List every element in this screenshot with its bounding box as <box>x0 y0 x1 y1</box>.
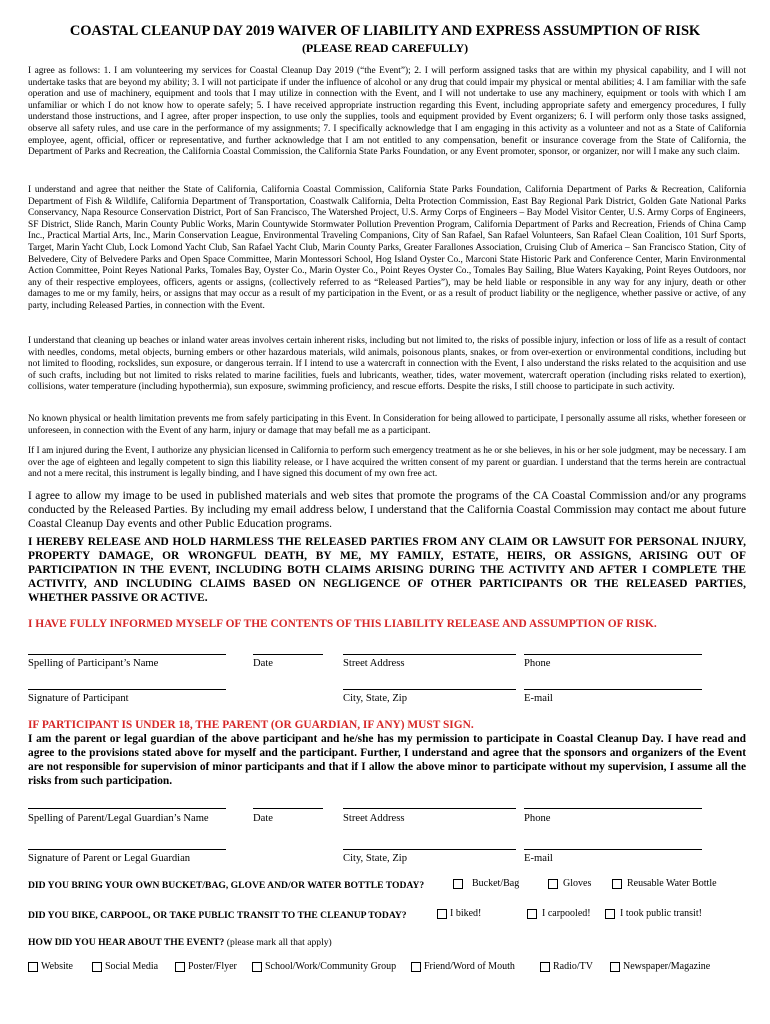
checkbox-social-media[interactable] <box>92 962 102 972</box>
participant-name-label: Spelling of Participant’s Name <box>28 658 159 669</box>
option-carpooled-label: I carpooled! <box>542 908 591 919</box>
checkbox-newspaper[interactable] <box>610 962 620 972</box>
released-parties-paragraph: I understand and agree that neither the State of California, California Coastal Commission, California State Parks Foundation, California Department of Parks & Recreation, California Department of Fish & Wildlife, California Department of Transportation, Coastwalk California, Delta Protection Commission, East Bay Regional Park District, Golden Gate National Parks Conservancy, Napa Resource Conservation District, Port of San Francisco, The Watershed Project, U.S. Army Corps of Engineers – Bay Model Visitor Center, U.S. Army Corps of Engineers, SF District, Slide Ranch, Marin County Public Works, Marin Countywide Stormwater Pollution Prevention Program, California Department of Parks and Recreation, Friends of China Camp Inc., Practical Martial Arts, Inc., Marin Conservation League, Environmental Traveling Companions, City of San Rafael, San Rafael Volunteers, San Rafael Clean Coalition, 101 Surf Sports, Target, Marin Yacht Club, Lock Lomond Yacht Club, San Rafael Yacht Club, Marin County Parks, Greater Farallones Association, Cruising Club of America – San Francisco Station, City of Belvedere, City of Belvedere Parks and Open Space Committee, Marin Montessori School, Hog Island Oyster Co., Marconi State Historic Park and Conference Center, Marin Environmental Action Committee, Point Reyes National Parks, Tomales Bay, Oyster Co., Marin Oyster Co., Point Reyes Oyster Co., Tomales Bay Sailing, Blue Waters Kayaking, Point Reyes Outdoors, nor any of their respective employees, officers, agents or assigns, (collectively referred to as “Released Parties”), may be held liable or responsible in any way for any injury, death or other damages to me or my family, heirs, or assigns that may occur as a result of my participation in the Event, or as a result of product liability or the negligence, whether passive or active, of any party, including Released Parties, in connection with the Event. <box>28 185 746 311</box>
guardian-date-line[interactable] <box>253 808 323 809</box>
question-hear-about <box>28 937 332 948</box>
checkbox-bucket-bag[interactable] <box>453 879 463 889</box>
guardian-city-label: City, State, Zip <box>343 853 408 864</box>
guardian-statement: I am the parent or legal guardian of the above participant and he/she has my permission to participate in Coastal Cleanup Day. I have read and agree to the provisions stated above for myself and the participant. Further, I understand and agree that the sponsors and organizers of the Event are not responsible for supervision of minor participants and that if I allow the above minor to participate without my supervision, I assume all the risks from such participation. <box>28 733 746 787</box>
participant-city-label: City, State, Zip <box>343 693 408 704</box>
option-social-media[interactable] <box>92 961 158 972</box>
minor-heading: IF PARTICIPANT IS UNDER 18, THE PARENT (OR GUARDIAN, IF ANY) MUST SIGN. <box>28 719 474 731</box>
checkbox-friend-word[interactable] <box>411 962 421 972</box>
guardian-city-line[interactable] <box>343 849 516 850</box>
option-website-label: Website <box>41 961 73 972</box>
checkbox-radio-tv[interactable] <box>540 962 550 972</box>
guardian-signature-label: Signature of Parent or Legal Guardian <box>28 853 191 864</box>
participant-city-line[interactable] <box>343 689 516 690</box>
checkbox-biked[interactable] <box>437 909 447 919</box>
checkbox-public-transit[interactable] <box>605 909 615 919</box>
participant-date-line[interactable] <box>253 654 323 655</box>
option-friend-word-label: Friend/Word of Mouth <box>424 961 515 972</box>
option-water-bottle-label: Reusable Water Bottle <box>627 878 717 889</box>
terms-paragraph-1: I agree as follows: 1. I am volunteering my services for Coastal Cleanup Day 2019 (“the Event”); 2. I will perform assigned tasks that are within my physical capability, and I will not undertake tasks that are beyond my ability; 3. I will not participate if under the influence of alcohol or any drug that could impair my physical or mental abilities; 4. I am familiar with the safe operation and use of machinery, equipment and tools that I may utilize in connection with the Event, and I will not undertake to use any machinery, equipment or tools with which I am unfamiliar or which I do not know how to operate safely; 5. I have received appropriate instruction regarding this Event, including appropriate safety and emergency procedures, I fully understand those instructions, and I agree, after proper inspection, to use only the supplies, tools and equipment provided by Event organizers; 6. I will perform only those tasks assigned, observe all safety rules, and use care in the performance of my assignments; 7. I specifically acknowledge that I am engaging in this activity as a volunteer and not as a State of California employee, agent, official, officer or representative, and further acknowledge that I am not entitled to any compensation, benefit or insurance coverage from the State of California, the Department of Parks and Recreation, the California Coastal Commission, the California State Parks Foundation, or any Event promoter, sponsor, or organizer, nor will I make any such claim. <box>28 66 746 158</box>
risks-paragraph: I understand that cleaning up beaches or inland water areas involves certain inherent risks, including but not limited to, the risks of possible injury, infection or loss of life as a result of contact with needles, condoms, metal objects, burning embers or other hazardous materials, wild animals, poisonous plants, snakes, or from over-exertion or environmental conditions, including but not limited to flooding, rockslides, sun exposure, or dangerous terrain. If I intend to use a watercraft in connection with the Event, I also understand the risks related to the acquisition and use of such crafts, including but not limited to risks related to marine facilities, fuels and lubricants, weather, tides, water movement, watercraft operation (including risks related to exertion), collisions, water temperature (including hypothermia), sun exposure, swimming proficiency, and rescue efforts. Despite the risks, I still choose to participate in such activity. <box>28 336 746 393</box>
document-title: COASTAL CLEANUP DAY 2019 WAIVER OF LIABILITY AND EXPRESS ASSUMPTION OF RISK <box>69 23 701 39</box>
checkbox-poster-flyer[interactable] <box>175 962 185 972</box>
participant-signature-line[interactable] <box>28 689 226 690</box>
question-hear-about-text: HOW DID YOU HEAR ABOUT THE EVENT? <box>28 937 225 948</box>
participant-signature-label: Signature of Participant <box>28 693 129 704</box>
option-poster-flyer[interactable] <box>175 961 237 972</box>
informed-statement: I HAVE FULLY INFORMED MYSELF OF THE CONTENTS OF THIS LIABILITY RELEASE AND ASSUMPTION OF RISK. <box>28 618 657 630</box>
guardian-name-label: Spelling of Parent/Legal Guardian’s Name <box>28 813 209 824</box>
document-subtitle: (PLEASE READ CAREFULLY) <box>302 41 468 55</box>
participant-email-label: E-mail <box>524 693 553 704</box>
checkbox-website[interactable] <box>28 962 38 972</box>
option-website[interactable] <box>28 961 73 972</box>
image-consent-paragraph: I agree to allow my image to be used in published materials and web sites that promote the programs of the CA Coastal Commission and/or any programs conducted by the Released Parties. By including my email address below, I understand that the California Coastal Commission may contact me about future Coastal Cleanup Day events and other Public Education programs. <box>28 490 746 530</box>
option-radio-tv[interactable] <box>540 961 593 972</box>
option-public-transit[interactable] <box>605 908 702 919</box>
option-gloves-label: Gloves <box>563 878 592 889</box>
guardian-date-label: Date <box>253 813 273 824</box>
question-transport: DID YOU BIKE, CARPOOL, OR TAKE PUBLIC TRANSIT TO THE CLEANUP TODAY? <box>28 910 407 921</box>
release-statement: I HEREBY RELEASE AND HOLD HARMLESS THE RELEASED PARTIES FROM ANY CLAIM OR LAWSUIT FOR PERSONAL INJURY, PROPERTY DAMAGE, OR WRONGFUL DEATH, BY ME, MY FAMILY, ESTATE, HEIRS, OR ASSIGNS, ARISING OUT OF PARTICIPATION IN THE EVENT, INCLUDING BOTH CLAIMS ARISING DURING THE ACTIVITY AND AFTER I COMPLETE THE ACTIVITY, AND INCLUDING CLAIMS BASED ON NEGLIGENCE OF OTHER PARTICIPANTS OR THE RELEASED PARTIES, WHETHER PASSIVE OR ACTIVE. <box>28 536 746 604</box>
guardian-phone-label: Phone <box>524 813 551 824</box>
option-social-media-label: Social Media <box>105 961 159 972</box>
option-biked-label: I biked! <box>450 908 482 919</box>
guardian-email-label: E-mail <box>524 853 553 864</box>
guardian-street-label: Street Address <box>343 813 405 824</box>
checkbox-gloves[interactable] <box>548 879 558 889</box>
option-school-work-label: School/Work/Community Group <box>265 961 397 972</box>
option-poster-flyer-label: Poster/Flyer <box>188 961 237 972</box>
question-hear-about-note: (please mark all that apply) <box>226 937 332 948</box>
guardian-email-line[interactable] <box>524 849 702 850</box>
option-public-transit-label: I took public transit! <box>620 908 702 919</box>
participant-email-line[interactable] <box>524 689 702 690</box>
option-carpooled[interactable] <box>527 908 591 919</box>
option-radio-tv-label: Radio/TV <box>553 961 593 972</box>
option-water-bottle[interactable] <box>612 878 717 889</box>
checkbox-water-bottle[interactable] <box>612 879 622 889</box>
checkbox-school-work[interactable] <box>252 962 262 972</box>
option-newspaper-label: Newspaper/Magazine <box>623 961 711 972</box>
checkbox-carpooled[interactable] <box>527 909 537 919</box>
participant-street-line[interactable] <box>343 654 516 655</box>
participant-street-label: Street Address <box>343 658 405 669</box>
participant-phone-line[interactable] <box>524 654 702 655</box>
guardian-signature-line[interactable] <box>28 849 226 850</box>
option-newspaper[interactable] <box>610 961 710 972</box>
medical-consent-paragraph: If I am injured during the Event, I authorize any physician licensed in California to perform such emergency treatment as he or she believes, in his or her sole judgment, may be necessary. I am over the age of eighteen and legally competent to sign this liability release, or I have acquired the written consent of my parent or guardian. I understand that the terms herein are contractual and not a mere recital, this instrument is legally binding, and I have signed this document of my own free act. <box>28 446 746 480</box>
guardian-phone-line[interactable] <box>524 808 702 809</box>
question-bring-own: DID YOU BRING YOUR OWN BUCKET/BAG, GLOVE AND/OR WATER BOTTLE TODAY? <box>28 880 425 891</box>
option-friend-word[interactable] <box>411 961 515 972</box>
option-school-work[interactable] <box>252 961 396 972</box>
participant-name-line[interactable] <box>28 654 226 655</box>
participant-phone-label: Phone <box>524 658 551 669</box>
guardian-name-line[interactable] <box>28 808 226 809</box>
option-biked[interactable] <box>437 908 481 919</box>
participant-date-label: Date <box>253 658 273 669</box>
option-gloves[interactable] <box>548 878 591 889</box>
health-paragraph: No known physical or health limitation prevents me from safely participating in this Event. In Consideration for being allowed to participate, I personally assume all risks, whether foreseen or unforeseen, in connection with the Event of any harm, injury or damage that may befall me as a participant. <box>28 414 746 436</box>
option-bucket-bag-label: Bucket/Bag <box>472 878 520 889</box>
guardian-street-line[interactable] <box>343 808 516 809</box>
option-bucket-bag[interactable] <box>453 878 519 889</box>
